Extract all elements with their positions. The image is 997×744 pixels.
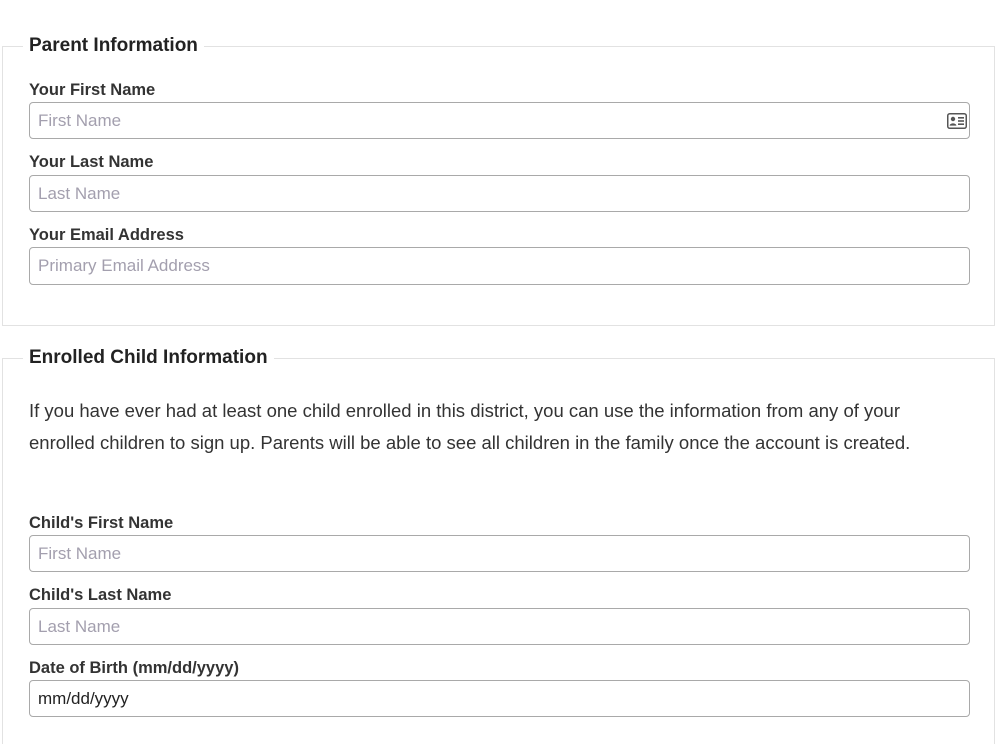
child-last-name-label: Child's Last Name <box>29 586 172 604</box>
child-first-name-label: Child's First Name <box>29 514 174 532</box>
parent-information-section <box>2 35 995 326</box>
child-first-name-input[interactable] <box>29 535 970 572</box>
parent-email-input[interactable] <box>29 247 970 285</box>
contact-card-icon[interactable] <box>947 113 967 129</box>
enrolled-child-information-legend: Enrolled Child Information <box>23 345 274 371</box>
enrolled-child-information-section <box>2 347 995 744</box>
parent-information-legend: Parent Information <box>23 33 204 59</box>
parent-last-name-label: Your Last Name <box>29 153 154 171</box>
date-of-birth-input[interactable] <box>29 680 970 717</box>
child-last-name-input[interactable] <box>29 608 970 645</box>
enrolled-child-description: If you have ever had at least one child enrolled in this district, you can use the information from any of your enrolled children to sign up. Parents will be able to see all children in the family once the account is created. <box>29 400 911 453</box>
parent-first-name-input[interactable] <box>29 102 970 139</box>
parent-first-name-label: Your First Name <box>29 81 156 99</box>
date-of-birth-label: Date of Birth (mm/dd/yyyy) <box>29 659 239 677</box>
parent-last-name-input[interactable] <box>29 175 970 212</box>
parent-email-label: Your Email Address <box>29 226 184 244</box>
